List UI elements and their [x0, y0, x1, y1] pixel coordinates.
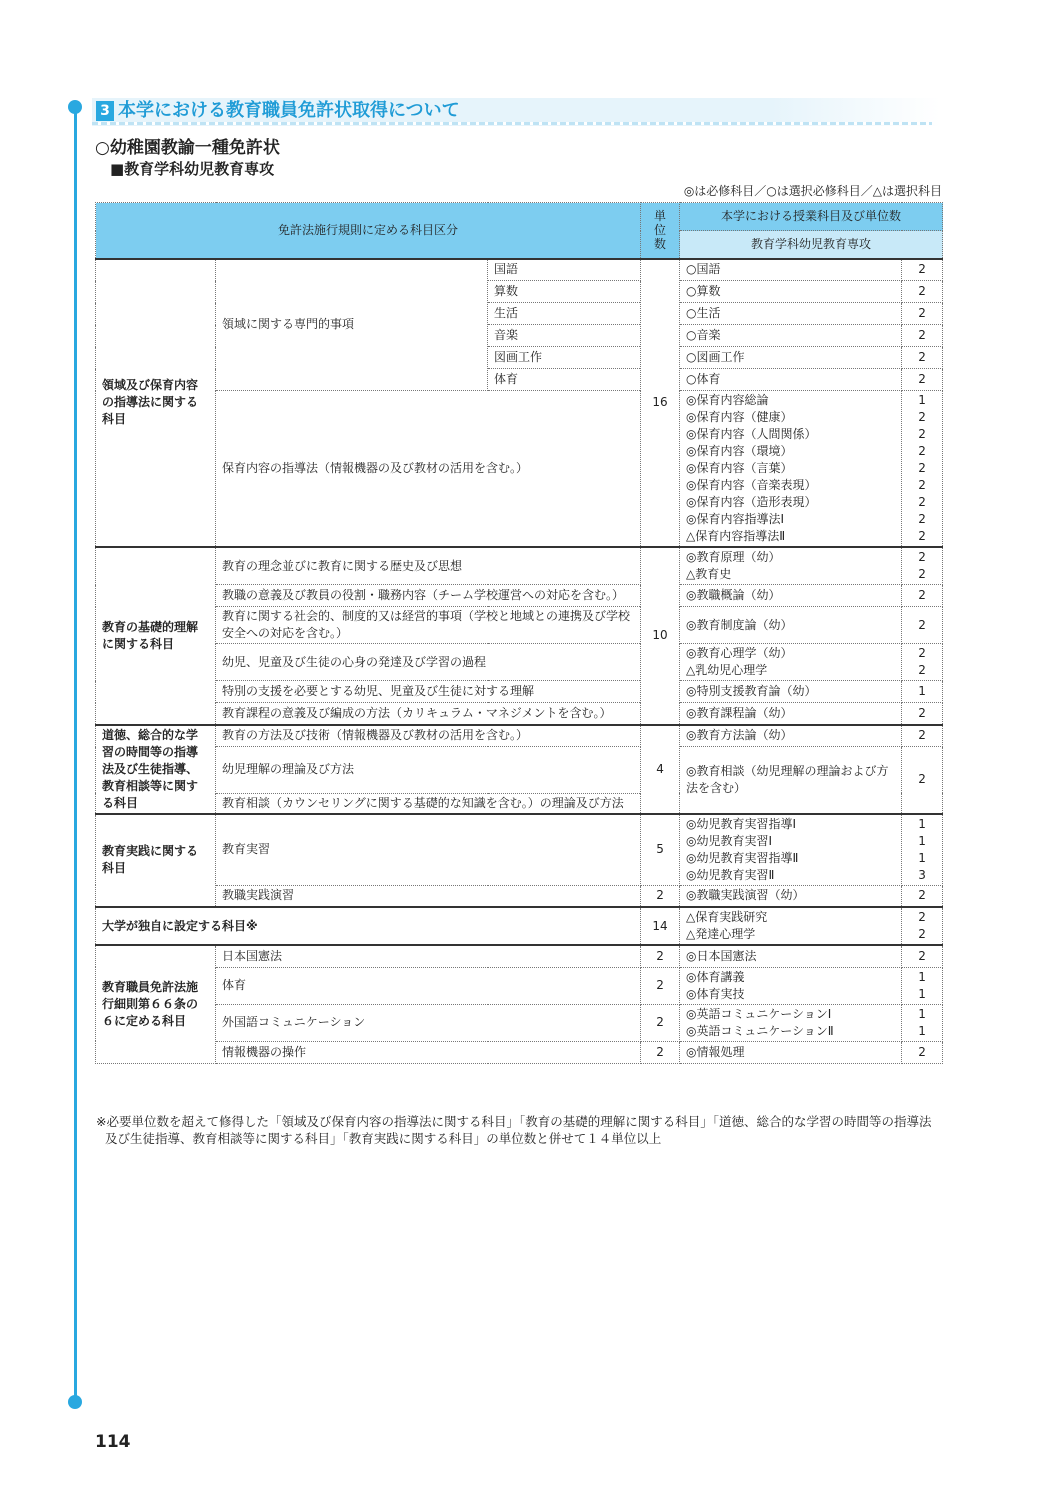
course-name: ◎教育制度論（幼） [680, 607, 902, 644]
course-units: 2 [918, 427, 926, 441]
subject-name: 国語 [488, 259, 641, 281]
course-units: 2 [918, 550, 926, 564]
required-units: 2 [641, 967, 680, 1004]
course-units: 1 [902, 681, 943, 703]
course-units: 2 [902, 325, 943, 347]
category-item: 教職の意義及び教員の役割・職務内容（チーム学校運営への対応を含む。） [216, 585, 641, 607]
course-name: ◎保育内容総論 [686, 393, 769, 407]
course-name: ◎体育講義 [686, 969, 745, 984]
category-item: 特別の支援を必要とする幼児、児童及び生徒に対する理解 [216, 681, 641, 703]
course-units: 1 [918, 1023, 926, 1038]
course-name: ◎保育内容（音楽表現） [686, 478, 817, 492]
course-units: 2 [902, 347, 943, 369]
category-item: 教育実習 [216, 814, 641, 886]
page-number: 114 [95, 1432, 131, 1452]
course-units: 2 [902, 607, 943, 644]
course-units: 2 [918, 529, 926, 543]
course-units: 2 [902, 369, 943, 391]
category-item: 領域に関する専門的事項 [216, 259, 488, 391]
course-units: 2 [902, 281, 943, 303]
subject-name: 算数 [488, 281, 641, 303]
subject-name: 生活 [488, 303, 641, 325]
course-units: 3 [918, 867, 926, 882]
course-units: 2 [918, 927, 926, 941]
category-item: 幼児、児童及び生徒の心身の発達及び学習の過程 [216, 644, 641, 681]
subject-name: 音楽 [488, 325, 641, 347]
course-units: 2 [918, 663, 926, 677]
margin-rule-top-dot [68, 100, 82, 114]
section-title: 本学における教育職員免許状取得について [118, 100, 460, 121]
course-name: △乳幼児心理学 [686, 663, 768, 677]
course-name: ◎教育心理学（幼） [686, 646, 793, 660]
subject-name: 体育 [488, 369, 641, 391]
category-item: 教育に関する社会的、制度的又は経営的事項（学校と地域との連携及び学校安全への対応を含む。） [216, 607, 641, 644]
course-name: ◎幼児教育実習Ⅰ [686, 833, 773, 848]
required-units: 2 [641, 885, 680, 907]
course-name: ◎保育内容指導法Ⅰ [686, 512, 785, 526]
course-units: 2 [918, 444, 926, 458]
course-units: 2 [918, 410, 926, 424]
group-label: 大学が独自に設定する科目※ [96, 907, 641, 945]
course-units: 2 [918, 512, 926, 526]
category-item: 保育内容の指導法（情報機器の及び教材の活用を含む。） [216, 391, 641, 548]
required-units: 2 [641, 945, 680, 967]
course-units: 2 [902, 945, 943, 967]
course-name: ◎保育内容（造形表現） [686, 495, 817, 509]
course-name: ◎体育実技 [686, 986, 745, 1001]
category-item: 教育の方法及び技術（情報機器及び教材の活用を含む。） [216, 725, 641, 747]
footnote-line: ※必要単位数を超えて修得した「領域及び保育内容の指導法に関する科目」「教育の基礎的理解に関する科目」「道徳、総合的な学習の時間等の指導法 [96, 1114, 932, 1129]
course-name: △保育実践研究 [686, 910, 768, 924]
course-units: 2 [902, 885, 943, 907]
course-units: 2 [918, 910, 926, 924]
section-number: 3 [96, 101, 114, 121]
license-title: ○幼稚園教諭一種免許状 [95, 138, 280, 158]
required-units: 2 [641, 1004, 680, 1041]
course-name: ◎特別支援教育論（幼） [680, 681, 902, 703]
category-item: 教育課程の意義及び編成の方法（カリキュラム・マネジメントを含む。） [216, 703, 641, 725]
required-units: 5 [641, 814, 680, 886]
course-name: △教育史 [686, 567, 732, 581]
course-units: 1 [918, 393, 926, 407]
course-units: 2 [918, 567, 926, 581]
course-name: ◎教育原理（幼） [686, 550, 781, 564]
footnote-line: 及び生徒指導、教育相談等に関する科目」「教育実践に関する科目」の単位数と併せて１４単位以上 [105, 1131, 662, 1146]
course-name: ◎保育内容（人間関係） [686, 427, 817, 441]
course-name: ◎情報処理 [680, 1041, 902, 1063]
course-name: ◎教育課程論（幼） [680, 703, 902, 725]
required-units: 4 [641, 725, 680, 814]
group-label: 教育職員免許法施行細則第６６条の６に定める科目 [96, 945, 216, 1063]
course-units: 2 [902, 725, 943, 747]
course-name: ○音楽 [680, 325, 902, 347]
header-department: 教育学科幼児教育専攻 [680, 231, 943, 259]
category-item: 情報機器の操作 [216, 1041, 641, 1063]
course-name: ◎保育内容（環境） [686, 444, 793, 458]
category-item: 外国語コミュニケーション [216, 1004, 641, 1041]
category-item: 幼児理解の理論及び方法 [216, 747, 641, 794]
course-name: ◎幼児教育実習Ⅱ [686, 867, 775, 882]
course-name: ◎保育内容（言葉） [686, 461, 793, 475]
course-units: 2 [918, 461, 926, 475]
course-name: ◎英語コミュニケーションⅠ [686, 1006, 832, 1021]
course-name: ◎英語コミュニケーションⅡ [686, 1023, 834, 1038]
course-name: ◎日本国憲法 [680, 945, 902, 967]
course-name: △保育内容指導法Ⅱ [686, 529, 786, 543]
course-name: ◎教育方法論（幼） [680, 725, 902, 747]
course-name: ◎教職概論（幼） [680, 585, 902, 607]
course-units: 1 [918, 986, 926, 1001]
curriculum-table [95, 202, 943, 1064]
course-name: ○生活 [680, 303, 902, 325]
course-units: 2 [918, 495, 926, 509]
course-units: 2 [918, 646, 926, 660]
category-item: 日本国憲法 [216, 945, 641, 967]
required-units: 10 [641, 547, 680, 725]
course-units: 1 [918, 833, 926, 848]
subject-name: 図画工作 [488, 347, 641, 369]
course-name: ◎幼児教育実習指導Ⅰ [686, 816, 797, 831]
group-label: 道徳、総合的な学習の時間等の指導法及び生徒指導、教育相談等に関する科目 [96, 725, 216, 814]
course-name: ◎教職実践演習（幼） [680, 885, 902, 907]
course-list [680, 391, 902, 548]
course-units: 2 [902, 747, 943, 814]
category-item: 教職実践演習 [216, 885, 641, 907]
course-units: 2 [902, 703, 943, 725]
course-name: ◎幼児教育実習指導Ⅱ [686, 850, 799, 865]
required-units: 2 [641, 1041, 680, 1063]
course-name: ◎教育相談（幼児理解の理論および方法を含む） [680, 747, 902, 814]
course-units: 2 [902, 1041, 943, 1063]
group-label: 教育の基礎的理解に関する科目 [96, 547, 216, 725]
course-units: 2 [902, 585, 943, 607]
course-name: ○図画工作 [680, 347, 902, 369]
margin-rule-bottom-dot [68, 1395, 82, 1409]
legend: ◎は必修科目／○は選択必修科目／△は選択科目 [683, 184, 942, 198]
header-category: 免許法施行規則に定める科目区分 [96, 203, 641, 259]
course-units: 2 [918, 478, 926, 492]
course-units: 1 [918, 850, 926, 865]
course-name: ○算数 [680, 281, 902, 303]
header-units: 単位数 [641, 203, 680, 259]
course-name: △発達心理学 [686, 927, 756, 941]
required-units: 14 [641, 907, 680, 945]
course-name: ◎保育内容（健康） [686, 410, 793, 424]
course-units: 1 [918, 816, 926, 831]
course-units: 2 [902, 259, 943, 281]
course-name: ○国語 [680, 259, 902, 281]
group-label: 教育実践に関する科目 [96, 814, 216, 908]
group-label: 領域及び保育内容の指導法に関する科目 [96, 259, 216, 548]
category-item: 教育の理念並びに教育に関する歴史及び思想 [216, 547, 641, 585]
course-units: 1 [918, 1006, 926, 1021]
department-title: ■教育学科幼児教育専攻 [110, 160, 275, 178]
header-courses: 本学における授業科目及び単位数 [680, 203, 943, 231]
course-units: 1 [918, 969, 926, 984]
required-units: 16 [641, 259, 680, 548]
margin-rule [74, 104, 77, 1402]
course-units: 2 [902, 303, 943, 325]
course-name: ○体育 [680, 369, 902, 391]
category-item: 体育 [216, 967, 641, 1004]
footnote [96, 1113, 946, 1147]
category-item: 教育相談（カウンセリングに関する基礎的な知識を含む。）の理論及び方法 [216, 793, 641, 814]
